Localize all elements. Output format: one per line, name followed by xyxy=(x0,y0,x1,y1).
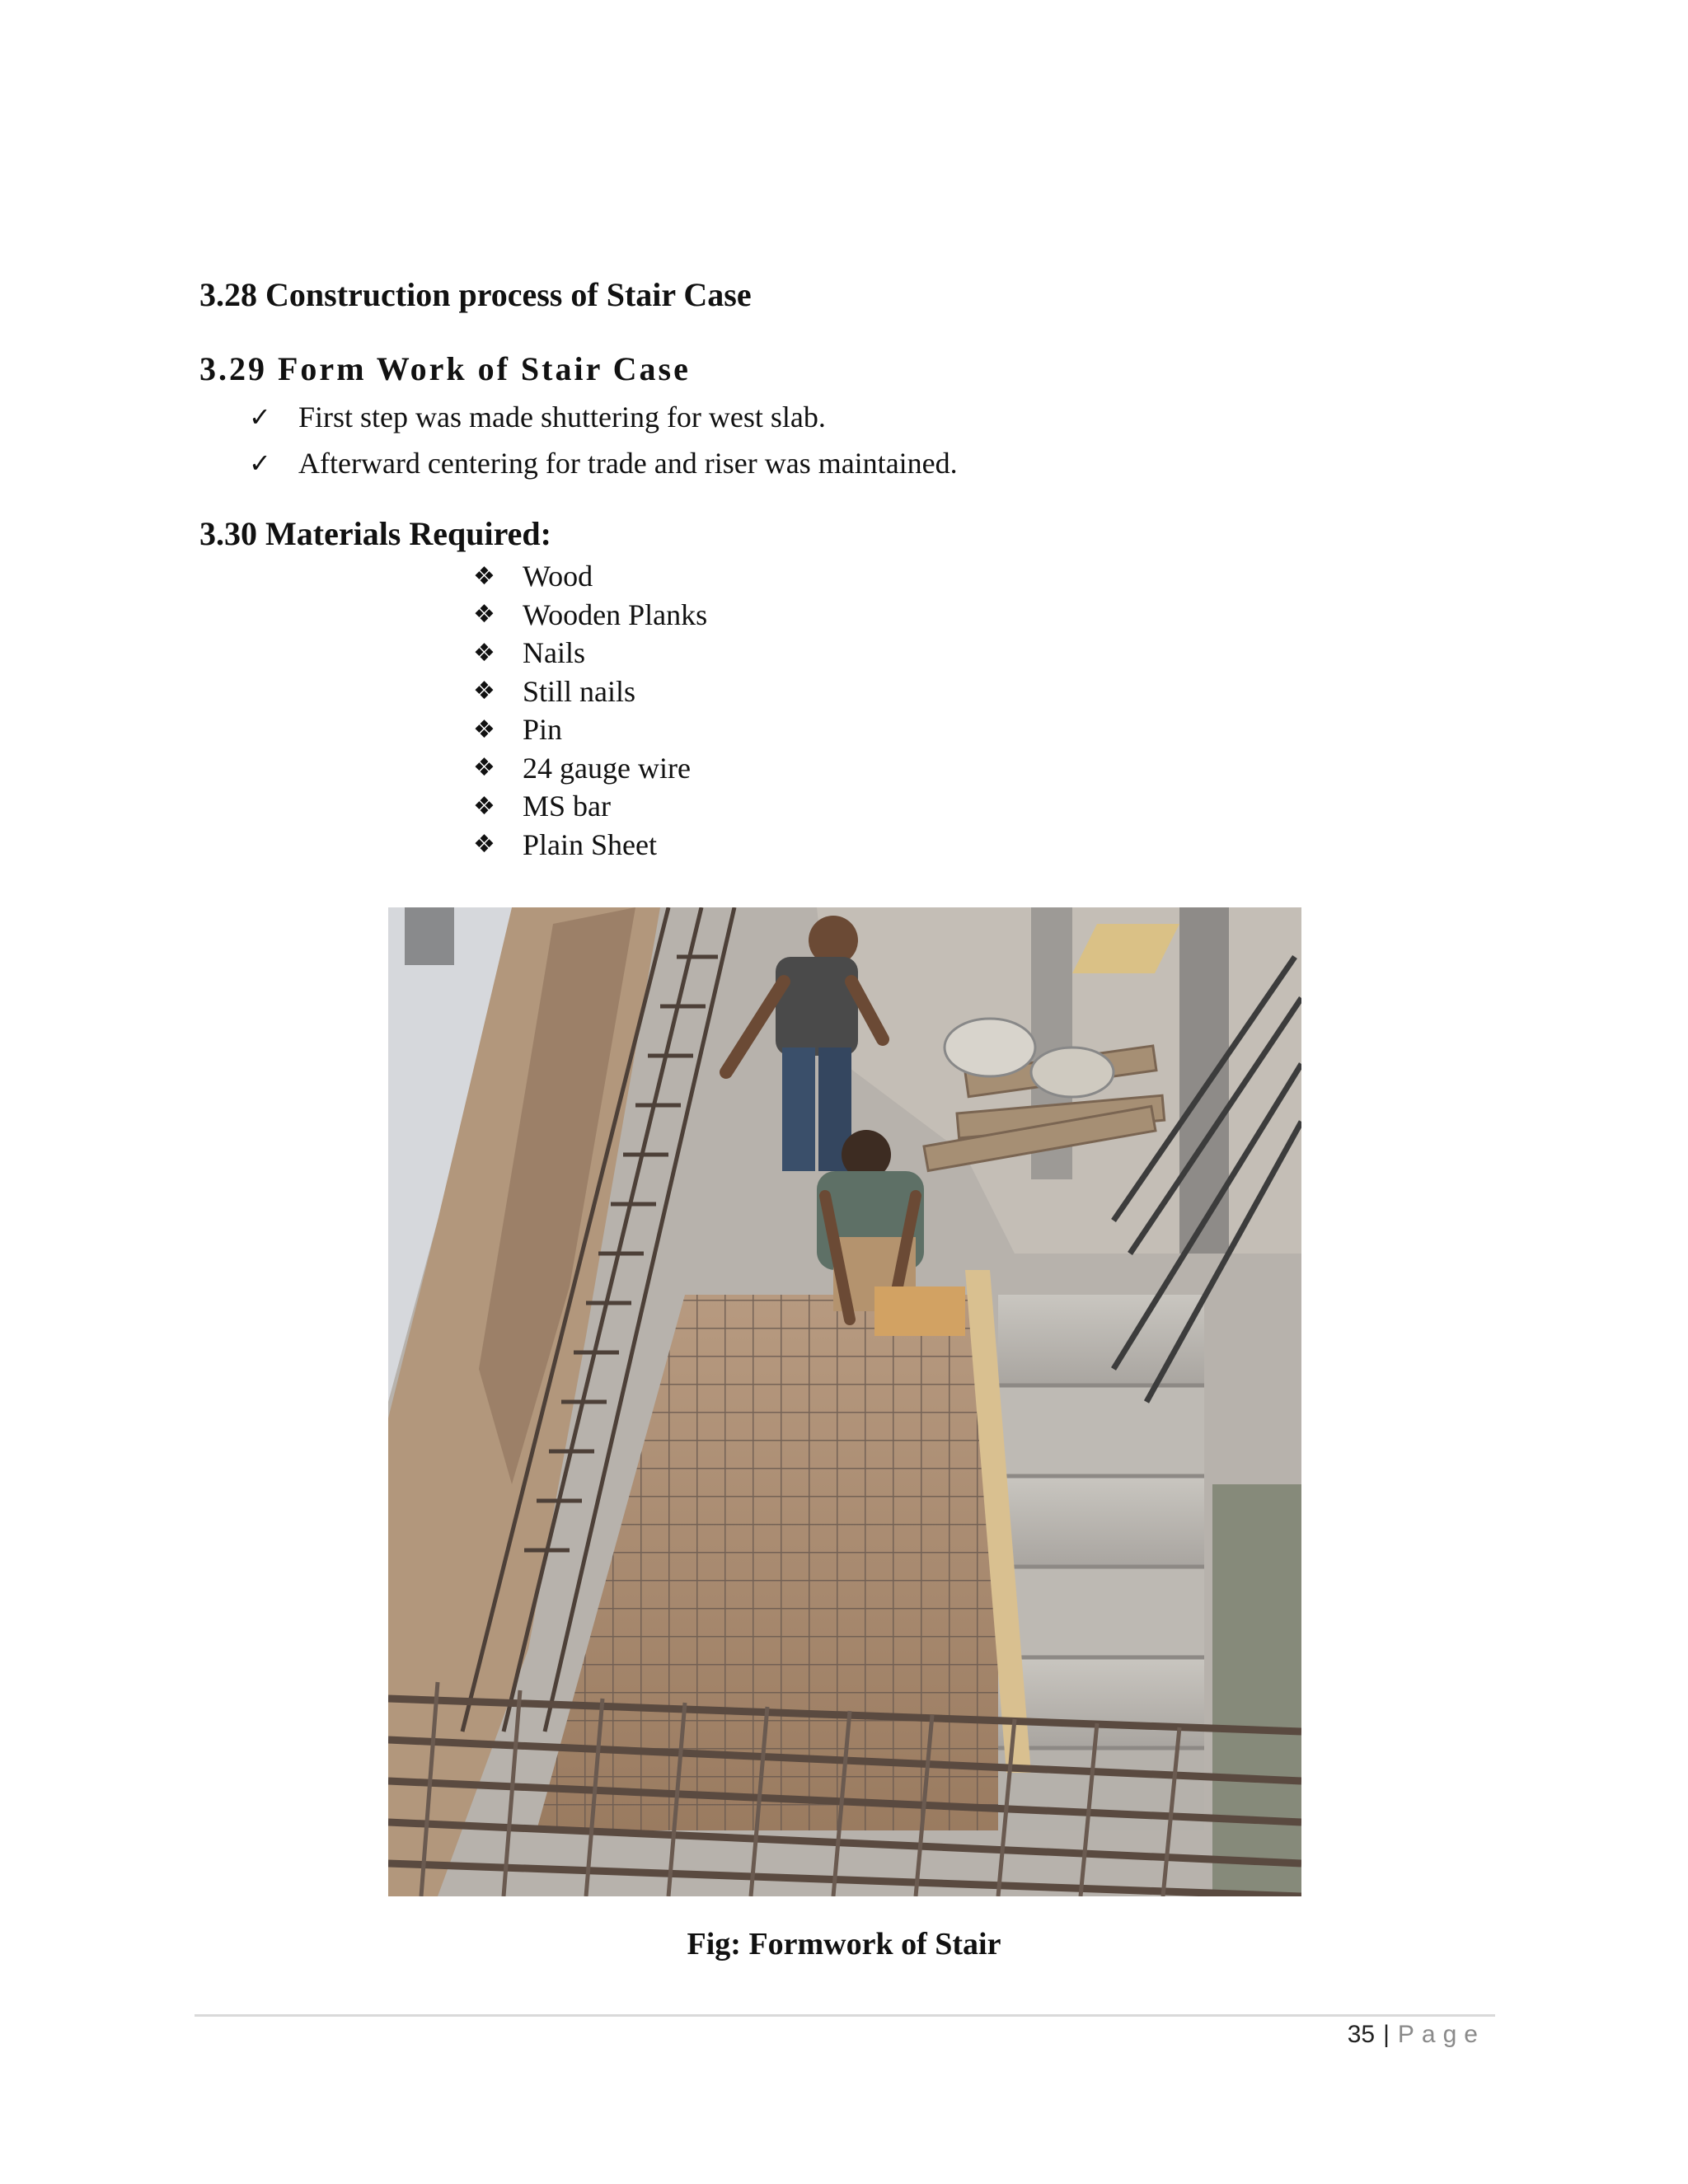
list-item-text: Wood xyxy=(523,560,593,593)
checkmark-icon: ✓ xyxy=(249,401,271,433)
page-label: Page xyxy=(1397,2021,1485,2048)
list-item xyxy=(473,826,707,865)
diamond-bullet-icon: ❖ xyxy=(473,677,495,706)
list-item-text: First step was made shuttering for west slab. xyxy=(298,401,826,434)
list-item xyxy=(473,557,707,596)
diamond-bullet-icon: ❖ xyxy=(473,753,495,783)
list-item-text: Pin xyxy=(523,713,563,747)
heading-3-30: 3.30 Materials Required: xyxy=(199,515,551,552)
formwork-checklist xyxy=(249,394,958,486)
list-item-text: MS bar xyxy=(523,790,611,823)
list-item xyxy=(249,394,958,440)
list-item-text: 24 gauge wire xyxy=(523,751,691,785)
page-number: 35 xyxy=(1347,2021,1376,2048)
list-item xyxy=(473,596,707,635)
list-item-text: Still nails xyxy=(523,674,636,708)
diamond-bullet-icon: ❖ xyxy=(473,561,495,591)
diamond-bullet-icon: ❖ xyxy=(473,600,495,630)
list-item xyxy=(473,634,707,673)
figure-caption: Fig: Formwork of Stair xyxy=(687,1927,1001,1961)
list-item-text: Nails xyxy=(523,636,585,670)
list-item-text: Plain Sheet xyxy=(523,827,657,861)
diamond-bullet-icon: ❖ xyxy=(473,830,495,860)
stair-formwork-photo xyxy=(388,907,1301,1896)
list-item xyxy=(473,749,707,788)
list-item-text: Wooden Planks xyxy=(523,598,708,631)
list-item xyxy=(473,673,707,711)
list-item xyxy=(473,787,707,826)
footer-divider xyxy=(195,2014,1495,2017)
list-item xyxy=(249,440,958,486)
diamond-bullet-icon: ❖ xyxy=(473,638,495,668)
list-item-text: Afterward centering for trade and riser was maintained. xyxy=(298,447,958,480)
list-item xyxy=(473,710,707,749)
heading-3-28: 3.28 Construction process of Stair Case xyxy=(199,276,752,313)
heading-3-29: 3.29 Form Work of Stair Case xyxy=(199,350,691,387)
diamond-bullet-icon: ❖ xyxy=(473,715,495,744)
checkmark-icon: ✓ xyxy=(249,448,271,479)
page-footer xyxy=(1348,2021,1485,2049)
diamond-bullet-icon: ❖ xyxy=(473,791,495,821)
materials-list xyxy=(473,557,707,864)
footer-separator: | xyxy=(1383,2021,1390,2048)
